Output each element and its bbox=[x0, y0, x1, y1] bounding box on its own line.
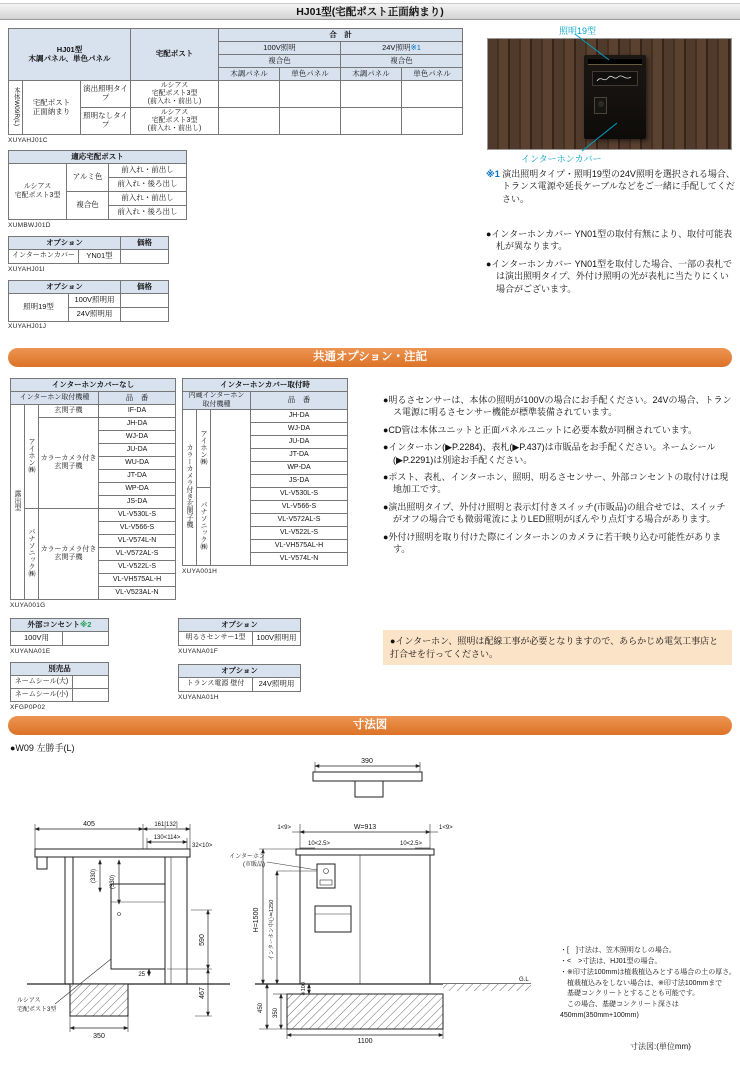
dim-100: ※100 bbox=[301, 982, 307, 996]
pn-cell: VL-V572AL-S bbox=[99, 548, 176, 561]
option-name: 照明19型 bbox=[9, 294, 69, 322]
brand-aiphone: アイホン㈱ bbox=[25, 405, 39, 509]
brand-panasonic: パナソニック㈱ bbox=[197, 488, 211, 566]
trans-code: XUYANA01H bbox=[178, 694, 219, 701]
pn-cell: JU-DA bbox=[251, 436, 348, 449]
pn-cell: VL-V574L-N bbox=[251, 553, 348, 566]
dim-unit-label: 寸法図:(単位mm) bbox=[630, 1042, 691, 1051]
model-type: カラーカメラ付き玄関子機 bbox=[39, 509, 99, 600]
photo-label-light: 照明19型 bbox=[559, 26, 597, 36]
dim-10-left: 10<2.5> bbox=[307, 841, 331, 847]
outlet-header: 外部コンセント※2 bbox=[11, 619, 109, 632]
col-header-100v: 100V照明 bbox=[219, 42, 341, 55]
col-header-pn: 品 番 bbox=[251, 392, 348, 410]
dim-25: 25 bbox=[138, 972, 145, 978]
option-light-code: XUYAHJ01J bbox=[8, 323, 47, 330]
pn-cell: JH-DA bbox=[251, 410, 348, 423]
main-table-code: XUYAHJ01C bbox=[8, 137, 48, 144]
option-use: 100V照明用 bbox=[253, 632, 301, 646]
pn-cell: WP-DA bbox=[251, 462, 348, 475]
price-cell bbox=[402, 108, 463, 135]
common-notes bbox=[383, 394, 732, 560]
post-label-line2: 宅配ポスト3型 bbox=[17, 1007, 57, 1013]
dim-450: 450 bbox=[258, 1002, 264, 1014]
model-type-side: カラーカメラ付き玄関子機 bbox=[183, 410, 197, 566]
dim-w913: W=913 bbox=[353, 824, 377, 831]
price-cell bbox=[121, 308, 169, 322]
option-use: 100V照明用 bbox=[69, 294, 121, 308]
page-header: HJ01型(宅配ポスト正面納まり) bbox=[0, 3, 740, 20]
dim-390: 390 bbox=[361, 758, 373, 765]
dim-10-right: 10<2.5> bbox=[399, 841, 423, 847]
pn-cell: JU-DA bbox=[99, 444, 176, 457]
price-cell bbox=[121, 294, 169, 308]
col-header-24v: 24V照明※1 bbox=[341, 42, 463, 55]
price-cell bbox=[73, 689, 109, 702]
trans-option-table bbox=[178, 664, 301, 692]
col-header-model: 内蔵インターホン 取付機種 bbox=[183, 392, 251, 410]
pn-cell: VL-V530L-S bbox=[99, 509, 176, 522]
photo-label-cover: インターホンカバー bbox=[521, 154, 602, 164]
adapt-color-alumi: アルミ色 bbox=[67, 164, 109, 192]
separate-sale-table bbox=[10, 662, 109, 702]
ref-mark-1: ※1 bbox=[410, 42, 421, 52]
option-header: オプション bbox=[9, 237, 121, 250]
intercom-label-line2: (市販品) bbox=[243, 862, 265, 868]
option-use: 24V照明用 bbox=[69, 308, 121, 322]
dim-1-9-left: 1<9> bbox=[277, 825, 291, 831]
pn-cell: VL-VH575AL-H bbox=[251, 540, 348, 553]
model-type: カラーカメラ付き玄関子機 bbox=[39, 418, 99, 509]
separate-row: ネームシール(大) bbox=[11, 676, 73, 689]
option-header: オプション bbox=[179, 619, 301, 632]
outlet-code: XUYANA01E bbox=[10, 648, 51, 655]
dim-405: 405 bbox=[83, 821, 95, 828]
post-label-line1: ルシアス bbox=[17, 998, 41, 1004]
dim-h1500: H=1500 bbox=[253, 907, 260, 933]
dim-note-line: 植栽植込みをしない場合は、※印寸法100mmまで bbox=[560, 979, 723, 987]
spacer-cell bbox=[211, 410, 251, 566]
front-view-drawing bbox=[229, 758, 531, 1044]
option-name: 明るさセンサー1型 bbox=[179, 632, 253, 646]
dimension-drawing bbox=[15, 754, 560, 1044]
col-header-plain2: 単色パネル bbox=[402, 68, 463, 81]
top-bullet-notes bbox=[486, 228, 736, 300]
adapt-way: 前入れ・前出し bbox=[109, 164, 187, 178]
pn-cell: VL-V523AL-N bbox=[99, 587, 176, 600]
pn-cell: JS-DA bbox=[251, 475, 348, 488]
common-note-2: ●CD管は本体ユニットと正面パネルユニットに必要本数が同梱されています。 bbox=[383, 424, 697, 435]
price-cell bbox=[402, 81, 463, 108]
adapt-post-table bbox=[8, 150, 187, 220]
pn-cell: JS-DA bbox=[99, 496, 176, 509]
common-note-1: ●明るさセンサーは、本体の照明が100Vの場合にお手配ください。24Vの場合、トランス電源に明るさセンサー機能が標準装備されています。 bbox=[383, 395, 732, 418]
dim-467: 467 bbox=[199, 987, 206, 999]
col-header-model: インターホン取付機種 bbox=[11, 392, 99, 405]
option-light-table bbox=[8, 280, 169, 322]
option-model: YN01型 bbox=[79, 250, 121, 264]
pn-cell: WP-DA bbox=[99, 483, 176, 496]
gl-label: G.L bbox=[519, 977, 529, 983]
price-cell bbox=[121, 250, 169, 264]
adapt-way: 前入れ・後ろ出し bbox=[109, 206, 187, 220]
side-view-drawing bbox=[17, 821, 230, 1040]
dim-130: 130<114> bbox=[153, 835, 181, 841]
main-spec-table bbox=[8, 28, 463, 135]
col-header-color-24v: 複合色 bbox=[341, 55, 463, 68]
pn-cell: VL-VH575AL-H bbox=[99, 574, 176, 587]
sensor-code: XUYANA01F bbox=[178, 648, 219, 655]
option-name: トランス電源 壁付 bbox=[179, 678, 253, 692]
outlet-table bbox=[10, 618, 109, 646]
option-header: オプション bbox=[179, 665, 301, 678]
price-cell bbox=[341, 108, 402, 135]
dim-note-line: ・< >寸法は、HJ01型の場合。 bbox=[560, 957, 662, 965]
row-type-2: 照明なしタイプ bbox=[81, 108, 131, 135]
dim-note-line: ・[ ]寸法は、笠木照明なしの場合。 bbox=[560, 947, 676, 954]
dim-note-line: ・※印寸法100mmは植栽植込みとする場合の土の厚さ。 bbox=[560, 968, 736, 976]
common-note-6: ●外付け照明を取り付けた際にインターホンのカメラに若干映り込む可能性があります。 bbox=[383, 531, 722, 555]
ref1-mark: ※1 bbox=[486, 169, 500, 179]
dim-1100: 1100 bbox=[357, 1038, 373, 1044]
option-header: オプション bbox=[9, 281, 121, 294]
col-header-wood1: 木調パネル bbox=[219, 68, 280, 81]
brand-panasonic: パナソニック㈱ bbox=[25, 509, 39, 600]
dim-330b: (330) bbox=[110, 874, 116, 890]
no-cover-code: XUYA001G bbox=[10, 602, 46, 609]
dim-note-line: この場合、基礎コンクリート深さは450mm(350mm+100mm) bbox=[560, 1001, 679, 1020]
price-cell bbox=[280, 81, 341, 108]
separate-code: XFGP0P02 bbox=[10, 704, 46, 711]
row-header-body: 本体W09R(L) bbox=[9, 81, 23, 135]
adapt-header: 適応宅配ポスト bbox=[9, 151, 187, 164]
dim-590: 590 bbox=[199, 934, 206, 946]
brand-aiphone: アイホン㈱ bbox=[197, 410, 211, 488]
pn-cell: WJ-DA bbox=[251, 423, 348, 436]
outlet-row: 100V用 bbox=[11, 632, 63, 646]
adapt-product: ルシアス 宅配ポスト3型 bbox=[9, 164, 67, 220]
dim-subtitle: ●W09 左勝手(L) bbox=[10, 743, 75, 753]
dim-1-9-right: 1<9> bbox=[439, 825, 453, 831]
pn-cell: JT-DA bbox=[99, 470, 176, 483]
col-header-wood2: 木調パネル bbox=[341, 68, 402, 81]
adapt-way: 前入れ・前出し bbox=[109, 192, 187, 206]
pn-cell: VL-V574L-N bbox=[99, 535, 176, 548]
ref-note-1 bbox=[486, 168, 736, 205]
separate-header: 別売品 bbox=[11, 663, 109, 676]
pn-cell: VL-V522L-S bbox=[251, 527, 348, 540]
post-cell-2: ルシアス 宅配ポスト3型 (前入れ・前出し) bbox=[131, 108, 219, 135]
option-cover-table bbox=[8, 236, 169, 264]
pn-cell: JH-DA bbox=[99, 418, 176, 431]
top-bullet-2: ●インターホンカバー YN01型を取付した場合、一部の表札では演出照明タイプ、外付け照明の光が表札に当たりにくい場合がございます。 bbox=[486, 258, 733, 294]
dim-notes bbox=[560, 946, 736, 1022]
with-cover-code: XUYA001H bbox=[182, 568, 218, 575]
top-bullet-1: ●インターホンカバー YN01型の取付有無により、取付可能表札が異なります。 bbox=[486, 229, 733, 252]
price-cell bbox=[63, 632, 109, 646]
price-header: 価格 bbox=[121, 237, 169, 250]
col-header-post: 宅配ポスト bbox=[131, 29, 219, 81]
pn-cell: WU-DA bbox=[99, 457, 176, 470]
dim-350-left: 350 bbox=[93, 1033, 105, 1040]
product-photo-area bbox=[487, 24, 732, 164]
price-cell bbox=[341, 81, 402, 108]
model-type: 玄関子機 bbox=[39, 405, 99, 418]
option-use: 24V照明用 bbox=[253, 678, 301, 692]
intercom-label-line1: インターホン bbox=[229, 854, 265, 860]
pn-cell: VL-V530L-S bbox=[251, 488, 348, 501]
pn-cell: JT-DA bbox=[251, 449, 348, 462]
col-header-color-100v: 複合色 bbox=[219, 55, 341, 68]
dim-350-right: 350 bbox=[273, 1007, 279, 1019]
banner-common-options: 共通オプション・注記 bbox=[8, 348, 732, 367]
mount-type: 露出型 bbox=[11, 405, 25, 600]
photo-leader-lines bbox=[487, 24, 732, 164]
banner-dimensions: 寸法図 bbox=[8, 716, 732, 735]
price-cell bbox=[219, 81, 280, 108]
wiring-warning: ●インターホン、照明は配線工事が必要となりますので、あらかじめ電気工事店と打合せを行ってください。 bbox=[383, 630, 732, 665]
dim-161: 161[132] bbox=[154, 822, 178, 828]
dim-330a: (330) bbox=[91, 868, 97, 884]
with-cover-title: インターホンカバー取付時 bbox=[183, 379, 348, 392]
option-cover-code: XUYAHJ01I bbox=[8, 266, 45, 273]
pn-cell: VL-V566-S bbox=[99, 522, 176, 535]
price-cell bbox=[73, 676, 109, 689]
separate-row: ネームシール(小) bbox=[11, 689, 73, 702]
pn-cell: IF-DA bbox=[99, 405, 176, 418]
option-name: インターホンカバー bbox=[9, 250, 79, 264]
corner-header: HJ01型 木調パネル、単色パネル bbox=[9, 29, 131, 81]
no-cover-title: インターホンカバーなし bbox=[11, 379, 176, 392]
row-type-1: 演出照明タイプ bbox=[81, 81, 131, 108]
dim-intercom-center: インターホン中心≒1250 bbox=[269, 899, 275, 961]
common-note-4: ●ポスト、表札、インターホン、照明、明るさセンサー、外部コンセントの取付けは現地加工です。 bbox=[383, 472, 729, 495]
with-cover-table bbox=[182, 378, 348, 566]
row-header-group: 宅配ポスト 正面納まり bbox=[23, 81, 81, 135]
col-header-plain1: 単色パネル bbox=[280, 68, 341, 81]
dim-32: 32<10> bbox=[192, 843, 213, 849]
col-header-total: 合 計 bbox=[219, 29, 463, 42]
post-cell-1: ルシアス 宅配ポスト3型 (前入れ・前出し) bbox=[131, 81, 219, 108]
pn-cell: WJ-DA bbox=[99, 431, 176, 444]
price-header: 価格 bbox=[121, 281, 169, 294]
adapt-table-code: XUMBWJ01D bbox=[8, 222, 51, 229]
pn-cell: VL-V522L-S bbox=[99, 561, 176, 574]
price-cell bbox=[219, 108, 280, 135]
ref-mark-2: ※2 bbox=[80, 619, 92, 629]
sensor-option-table bbox=[178, 618, 301, 646]
dim-note-line: 基礎コンクリートとすることも可能です。 bbox=[560, 990, 700, 998]
adapt-color-fukugo: 複合色 bbox=[67, 192, 109, 220]
ref1-text: 演出照明タイプ・照明19型の24V照明を選択される場合、トランス電源や延長ケーブルなどをご一緒に手配してください。 bbox=[502, 169, 735, 204]
pn-cell: VL-V566-S bbox=[251, 501, 348, 514]
adapt-way: 前入れ・後ろ出し bbox=[109, 178, 187, 192]
common-note-5: ●演出照明タイプ、外付け照明と表示灯付きスイッチ(市販品)の組合せでは、スイッチがオフの場合でも微弱電流によりLED照明がぼんやり点灯する場合があります。 bbox=[383, 501, 726, 525]
no-cover-table bbox=[10, 378, 176, 600]
common-note-3: ●インターホン(▶P.2284)、表札(▶P.437)は市販品をお手配ください。ネームシール(▶P.2291)は別途お手配ください。 bbox=[383, 442, 716, 465]
price-cell bbox=[280, 108, 341, 135]
col-header-pn: 品 番 bbox=[99, 392, 176, 405]
pn-cell: VL-V572AL-S bbox=[251, 514, 348, 527]
